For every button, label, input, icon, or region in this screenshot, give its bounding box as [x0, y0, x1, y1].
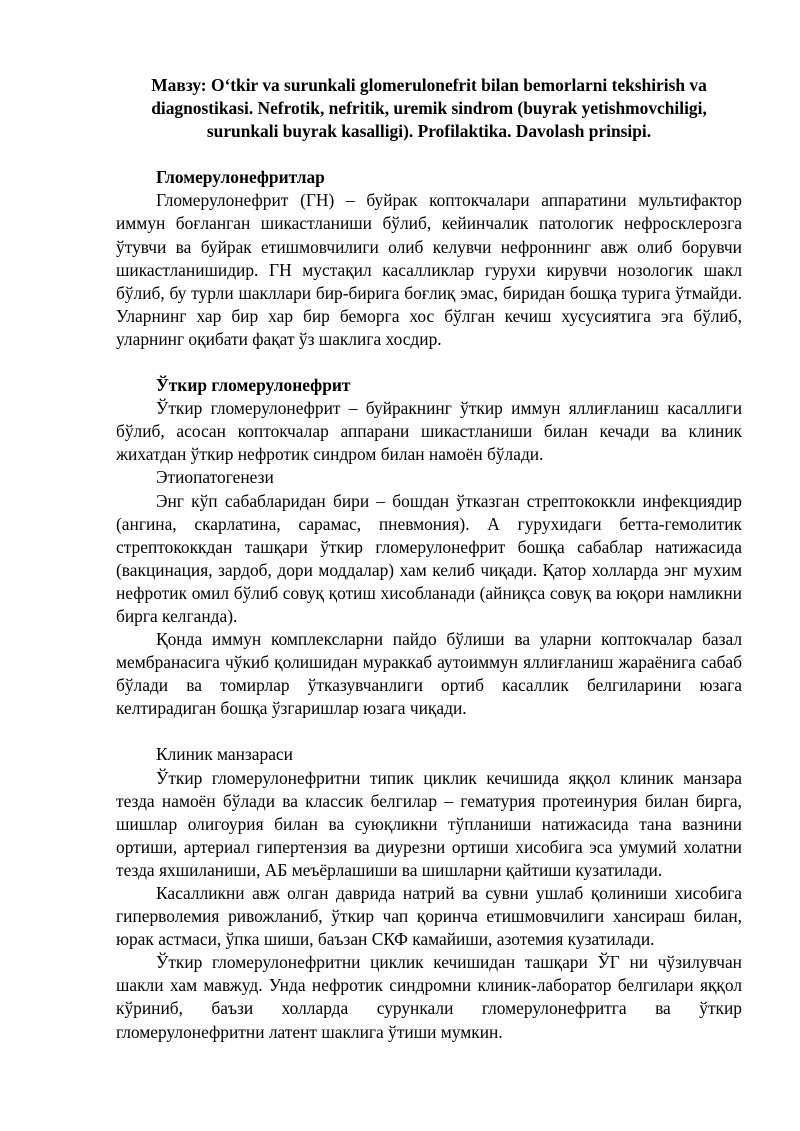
subheading-clinical-picture: Клиник манзараси: [156, 744, 293, 765]
paragraph: Энг кўп сабабларидан бири – бошдан ўтказган стрептококкли инфекциядир (ангина, скарлатина, сарамас, пневмония). А гурухидаги бетта-гемолитик стрептококкдан ташқари ўткир гломерулонефрит бошқа сабаблар натижасида (вакцинация, зардоб, дори моддалар) хам келиб чиқади. Қатор холларда энг мухим нефротик омил бўлиб совуқ қотиш хисобланади (айниқса совуқ ва юқори намликни бирга келганда).: [116, 490, 742, 626]
section-heading-glomerulonephritis: Гломерулонефритлар: [156, 167, 325, 188]
section-heading-acute-glomerulonephritis: Ўткир гломерулонефрит: [156, 375, 351, 396]
document-title: Мавзу: O‘tkir va surunkali glomerulonefrit bilan bemorlarni tekshirish va diagnostikasi. Nefrotik, nefritik, uremik sindrom (buyrak yetishmovchiligi, surunkali buyrak kasalligi). Profilaktika. Davolash prinsipi.: [151, 75, 707, 142]
spacer: [116, 720, 742, 743]
subheading-etiopathogenesis: Этиопатогенези: [156, 467, 274, 488]
paragraph: Қонда иммун комплексларни пайдо бўлиши ва уларни коптокчалар базал мембранасига чўкиб қолишидан мураккаб аутоиммун яллиғланиш жараёнига сабаб бўлади ва томирлар ўтказувчанлиги ортиб касаллик белгиларини юзага келтирадиган бошқа ўзгаришлар юзага чиқади.: [116, 629, 742, 719]
paragraph: Ўткир гломерулонефритни типик циклик кечишида яққол клиник манзара тезда намоён бўлади ва классик белгилар – гематурия протеинурия билан бирга, шишлар олигоурия билан ва суюқликни тўпланиши натижасида тана вазнини ортиши, артериал гипертензия ва диурезни ортиши хисобига эса умумий холатни тезда яхшиланиши, АБ меъёрлашиши ва шишларни қайтиши кузатилади.: [116, 767, 742, 880]
paragraph: Касалликни авж олган даврида натрий ва сувни ушлаб қолиниши хисобига гиперволемия ривожланиб, ўткир чап қоринча етишмовчилиги хансираш билан, юрак астмаси, ўпка шиши, баъзан СКФ камайиши, азотемия кузатилади.: [116, 883, 742, 950]
paragraph: Ўткир гломерулонефритни циклик кечишидан ташқари ЎГ ни чўзилувчан шакли хам мавжуд. Унда нефротик синдромни клиник-лаборатор белгилари яққол кўриниб, баъзи холларда сурункали гломерулонефритга ва ўткир гломерулонефритни латент шаклига ўтиши мумкин.: [116, 952, 742, 1042]
paragraph: Ўткир гломерулонефрит – буйракнинг ўткир иммун яллиғланиш касаллиги бўлиб, асосан коптокчалар аппарани шикастланиши билан кечади ва клиник жихатдан ўткир нефротик синдром билан намоён бўлади.: [116, 398, 742, 465]
paragraph: Гломерулонефрит (ГН) – буйрак коптокчалари аппаратини мультифактор иммун боғланган шикастланиши бўлиб, кейинчалик патологик нефросклерозга ўтувчи ва буйрак етишмовчилиги олиб келувчи нефроннинг авж олиб борувчи шикастланишидир. ГН мустақил касалликлар гурухи кирувчи нозологик шакл бўлиб, бу турли шакллари бир-бирига боғлиқ эмас, биридан бошқа турига ўтмайди. Уларнинг хар бир хар бир беморга хос бўлган кечиш хусусиятига эга бўлиб, уларнинг оқибати фақат ўз шаклига хосдир.: [116, 190, 742, 349]
spacer: [116, 143, 742, 166]
spacer: [116, 351, 742, 374]
document-page: [116, 74, 742, 1044]
